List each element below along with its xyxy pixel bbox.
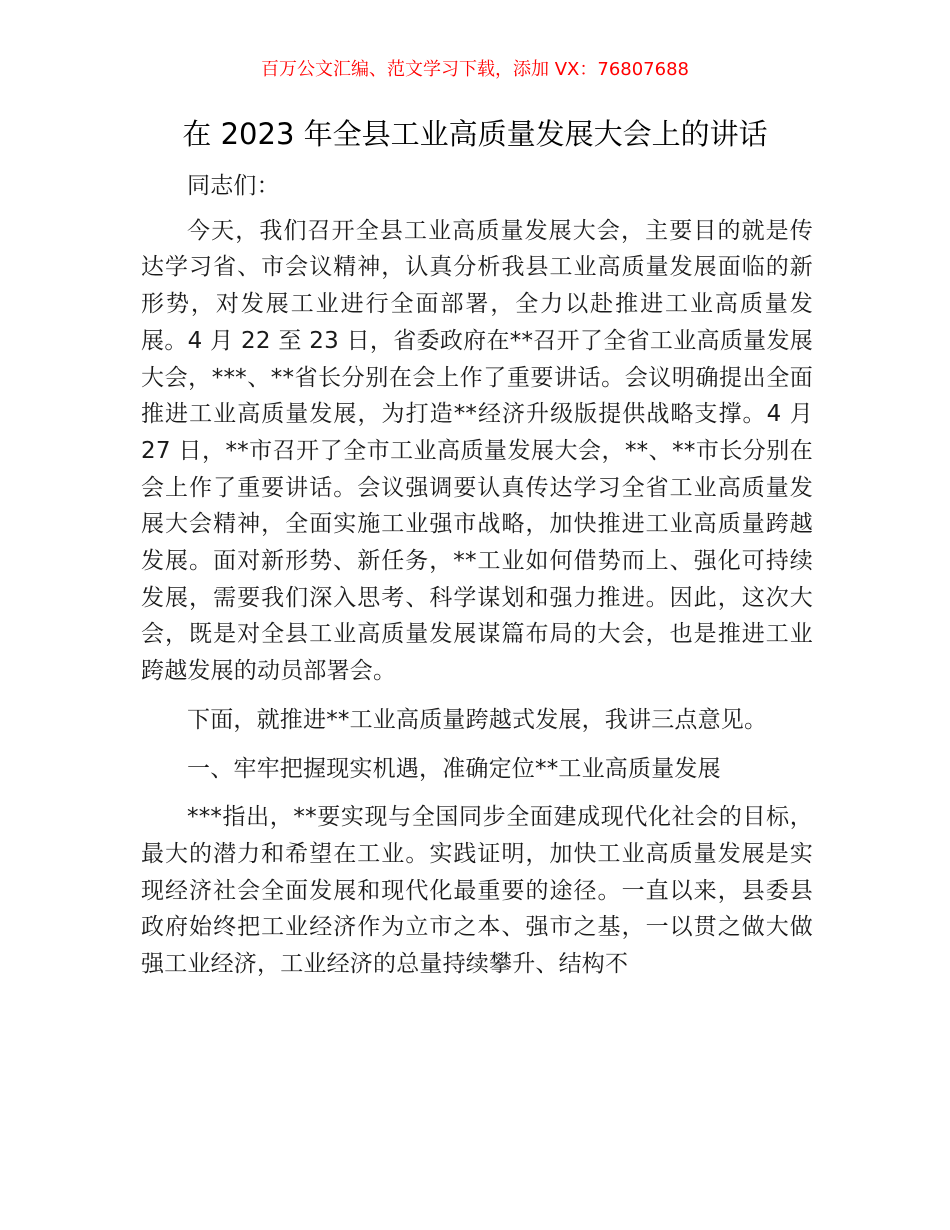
body-paragraph-intro: 今天，我们召开全县工业高质量发展大会，主要目的就是传达学习省、市会议精神，认真分析我县工业高质量发展面临的新形势，对发展工业进行全面部署，全力以赴推进工业高质量发展。4 月 22 至 23 日，省委政府在**召开了全省工业高质量发展大会，***、**省长分别在会上作了重要讲话。会议明确提出全面推进工业高质量发展，为打造**经济升级版提供战略支撑。4 月 27 日，**市召开了全市工业高质量发展大会，**、**市长分别在会上作了重要讲话。会议强调要认真传达学习全省工业高质量发展大会精神，全面实施工业强市战略，加快推进工业高质量跨越发展。面对新形势、新任务，**工业如何借势而上、强化可持续发展，需要我们深入思考、科学谋划和强力推进。因此，这次大会，既是对全县工业高质量发展谋篇布局的大会，也是推进工业跨越发展的动员部署会。	[141, 217, 813, 685]
body-paragraph-transition: 下面，就推进**工业高质量跨越式发展，我讲三点意见。	[187, 706, 768, 733]
salutation: 同志们：	[187, 173, 280, 199]
section-heading-1: 一、牢牢把握现实机遇，准确定位**工业高质量发展	[187, 755, 721, 782]
body-paragraph-section-1: ***指出，**要实现与全国同步全面建成现代化社会的目标，最大的潜力和希望在工业。实践证明，加快工业高质量发展是实现经济社会全面发展和现代化最重要的途径。一直以来，县委县政府始终把工业经济作为立市之本、强市之基，一以贯之做大做强工业经济，工业经济的总量持续攀升、结构不	[141, 804, 813, 978]
document-title: 在 2023 年全县工业高质量发展大会上的讲话	[182, 117, 768, 151]
document-body	[141, 168, 813, 995]
header-banner: 百万公文汇编、范文学习下载，添加 VX：76807688	[261, 59, 689, 80]
